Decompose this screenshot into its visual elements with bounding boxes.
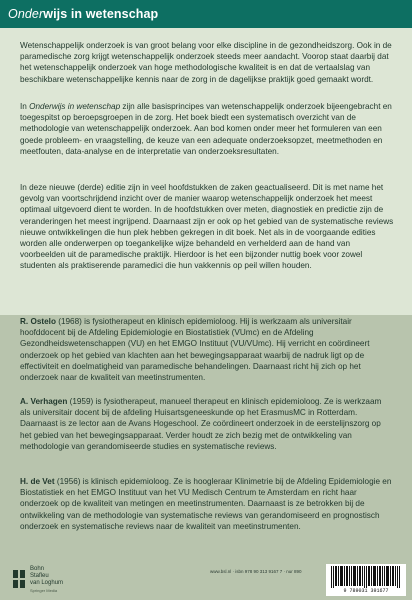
intro-paragraph-1: Wetenschappelijk onderzoek is van groot belang voor elke discipline in de gezondheidszorg. Ook in de paramedische zorg krijgt wetenschappelijk onderzoek steeds meer aandacht. Voorop staat daarbij dat het wetenschappelijk onderzoek van hoge methodologische kwaliteit is en dat de vertaalslag van beschikbare wetenschappelijke kennis naar de zorg in de dagelijkse praktijk goed gemaakt wordt. [20,41,392,84]
intro-p2-lead: In [20,102,30,111]
series-title [8,7,158,21]
intro-p2-rest: zijn alle basisprincipes van wetenschappelijk onderzoek bijeengebracht en toegespitst op beroepsgroepen in de zorg. Het boek biedt een systematisch overzicht van de methodologie van wetenschappelijk onderzoek. Aan bod komen onder meer het formuleren van een goede probleem- en vraagstelling, de keuze van een adequate onderzoeksopzet, meetmethoden en meetfouten, data-analyse en de interpretatie van onderzoeksresultaten. [20,102,392,156]
publisher-mark-icon [12,568,26,590]
series-title-part1: Onder [8,7,44,21]
barcode-bars-icon [331,566,401,588]
publisher-name [30,566,63,594]
isbn-line: www.bsl.nl · isbn 978 90 313 9167 7 · nur 890 [210,569,302,574]
intro-p2-book-title: Onderwijs in wetenschap [29,102,121,111]
series-title-part2: wijs in wetenschap [43,7,159,21]
publisher-line-2: Stafleu [30,573,49,579]
author-bio-devet [20,476,392,532]
header-band [0,0,412,28]
intro-paragraph-3: In deze nieuwe (derde) editie zijn in veel hoofdstukken de zaken geactualiseerd. Dit is met name het gevolg van voortschrijdend inzicht over de manier waarop wetenschappelijk onderzoek het meest optimaal uitgevoerd dient te worden. In de hoofdstukken over meten, diagnostiek en predictie zijn de veranderingen het meest ingrijpend. Daarnaast zijn er ook op het gebied van de systematische reviews nieuwe ontwikkelingen die hun plek hebben gekregen in dit boek. Net als in de voorgaande edities worden alle onderwerpen op toegankelijke wijze behandeld en verhelderd aan de hand van voorbeelden uit de paramedische praktijk. Hierdoor is het een bijzonder nuttig boek voor zowel studenten als praktiserende paramedici die hun vakkennis op peil willen houden. [20,183,394,271]
author-bio-text: (1959) is fysiotherapeut, manueel therapeut en klinisch epidemioloog. Ze is werkzaam als universitair docent bij de afdeling Huisartsgeneeskunde op het ErasmusMC in Rotterdam. Daarnaast is ze lector aan de Avans Hogeschool. Ze coördineert onderzoek in de eerstelijnszorg op het gebied van het bewegingsapparaat. Verder houdt ze zich bezig met de ontwikkeling van methodologie van gerandomiseerde studies en systematische reviews. [20,397,382,451]
barcode [326,564,406,596]
author-bio-text: (1968) is fysiotherapeut en klinisch epidemioloog. Hij is werkzaam als universitair hoofddocent bij de Afdeling Epidemiologie en Biostatistiek (VUmc) en de Afdeling Gezondheidswetenschappen (VU) en het EMGO Instituut (VU/VUmc). Hij verricht en coördineert onderzoek op het gebied van klachten aan het bewegingsapparaat waarbij de nadruk ligt op de effectiviteit en doelmatigheid van paramedische behandelingen. Daarnaast richt hij zich op het onderzoek naar de kwaliteit van meetinstrumenten. [20,317,370,383]
author-name: A. Verhagen [20,397,68,406]
author-name: R. Ostelo [20,317,56,326]
publisher-line-1: Bohn [30,566,45,572]
barcode-number: 9 789031 391677 [343,588,389,594]
author-name: H. de Vet [20,477,55,486]
author-bio-ostelo [20,316,392,383]
intro-paragraph-2 [20,101,395,157]
publisher-subtitle: Springer Media [30,588,58,593]
publisher-logo [12,562,72,598]
author-bio-verhagen [20,396,392,452]
publisher-line-3: van Loghum [30,580,64,586]
author-bio-text: (1956) is klinisch epidemioloog. Ze is hoogleraar Klinimetrie bij de Afdeling Epidemiologie en Biostatistiek en het EMGO Instituut van het VU Medisch Centrum te Amsterdam en richt haar onderzoek op de kwaliteit van metingen en meetinstrumenten. Daarnaast is ze betrokken bij de ontwikkeling van de methodologie van systematische reviews van gerandomiseerd en prognostisch onderzoek en systematische reviews naar de kwaliteit van meetinstrumenten. [20,477,392,531]
